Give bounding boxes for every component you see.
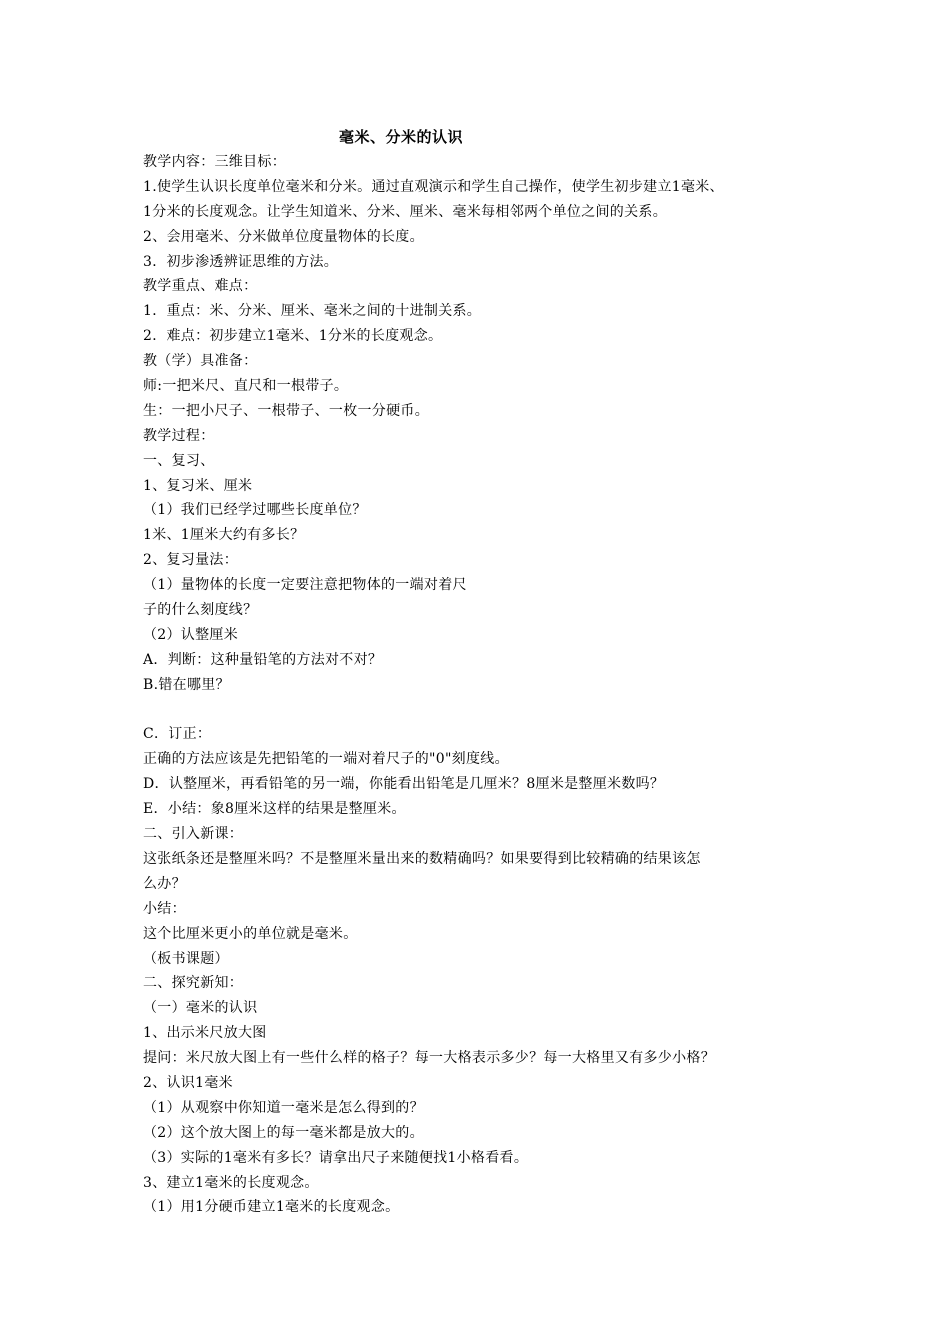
text-line: 1米、1厘米大约有多长？ bbox=[143, 527, 305, 544]
text-line: 这个比厘米更小的单位就是毫米。 bbox=[143, 925, 358, 942]
text-line: E．小结：象8厘米这样的结果是整厘米。 bbox=[143, 801, 406, 818]
text-line: 二、探究新知： bbox=[143, 975, 244, 992]
text-line: 教（学）具准备： bbox=[143, 353, 258, 370]
text-line: 一、复习、 bbox=[143, 452, 215, 469]
text-line: 1.使学生认识长度单位毫米和分米。通过直观演示和学生自己操作，使学生初步建立1毫米、 bbox=[143, 178, 724, 195]
text-line: 2、会用毫米、分米做单位度量物体的长度。 bbox=[143, 228, 424, 245]
text-line: 2．难点：初步建立1毫米、1分米的长度观念。 bbox=[143, 328, 443, 345]
text-line: 这张纸条还是整厘米吗？不是整厘米量出来的数精确吗？如果要得到比较精确的结果该怎 bbox=[143, 850, 701, 867]
text-line: （1）量物体的长度一定要注意把物体的一端对着尺 bbox=[143, 577, 467, 594]
text-line: D．认整厘米，再看铅笔的另一端，你能看出铅笔是几厘米？8厘米是整厘米数吗？ bbox=[143, 776, 665, 793]
document-body bbox=[143, 150, 823, 1220]
text-line: 3、建立1毫米的长度观念。 bbox=[143, 1174, 319, 1191]
blank-line bbox=[143, 698, 823, 723]
text-line: C．订正： bbox=[143, 726, 212, 743]
text-line: 提问：米尺放大图上有一些什么样的格子？每一大格表示多少？每一大格里又有多少小格？ bbox=[143, 1050, 715, 1067]
document-title: 毫米、分米的认识 bbox=[338, 128, 463, 146]
text-line: 师:一把米尺、直尺和一根带子。 bbox=[143, 378, 349, 395]
text-line: 教学内容：三维目标： bbox=[143, 154, 286, 170]
text-line: 1、出示米尺放大图 bbox=[143, 1025, 267, 1042]
text-line: 二、引入新课： bbox=[143, 826, 244, 843]
text-line: 生：一把小尺子、一根带子、一枚一分硬币。 bbox=[143, 402, 429, 419]
text-line: 么办？ bbox=[143, 875, 186, 892]
text-line: （1）我们已经学过哪些长度单位？ bbox=[143, 502, 367, 519]
text-line: 3．初步渗透辨证思维的方法。 bbox=[143, 253, 339, 270]
text-line: （2）认整厘米 bbox=[143, 626, 239, 643]
text-line: 1分米的长度观念。让学生知道米、分米、厘米、毫米每相邻两个单位之间的关系。 bbox=[143, 203, 668, 220]
text-line: （1）从观察中你知道一毫米是怎么得到的？ bbox=[143, 1099, 424, 1116]
text-line: （1）用1分硬币建立1毫米的长度观念。 bbox=[143, 1199, 400, 1216]
text-line: 小结： bbox=[143, 900, 186, 917]
text-line: 2、复习量法： bbox=[143, 552, 239, 569]
text-line: 1、复习米、厘米 bbox=[143, 477, 253, 494]
text-line: B.错在哪里？ bbox=[143, 676, 230, 693]
text-line: （一）毫米的认识 bbox=[143, 1000, 258, 1017]
text-line: 1．重点：米、分米、厘米、毫米之间的十进制关系。 bbox=[143, 303, 482, 320]
text-line: 子的什么刻度线？ bbox=[143, 602, 258, 619]
text-line: （板书课题） bbox=[143, 950, 229, 967]
text-line: 2、认识1毫米 bbox=[143, 1074, 233, 1091]
text-line: 教学重点、难点： bbox=[143, 278, 258, 295]
text-line: （2）这个放大图上的每一毫米都是放大的。 bbox=[143, 1124, 424, 1141]
text-line: 正确的方法应该是先把铅笔的一端对着尺子的"0"刻度线。 bbox=[143, 751, 509, 768]
text-line: （3）实际的1毫米有多长？请拿出尺子来随便找1小格看看。 bbox=[143, 1149, 529, 1166]
text-line: A．判断：这种量铅笔的方法对不对？ bbox=[143, 651, 383, 668]
text-line: 教学过程： bbox=[143, 427, 215, 444]
